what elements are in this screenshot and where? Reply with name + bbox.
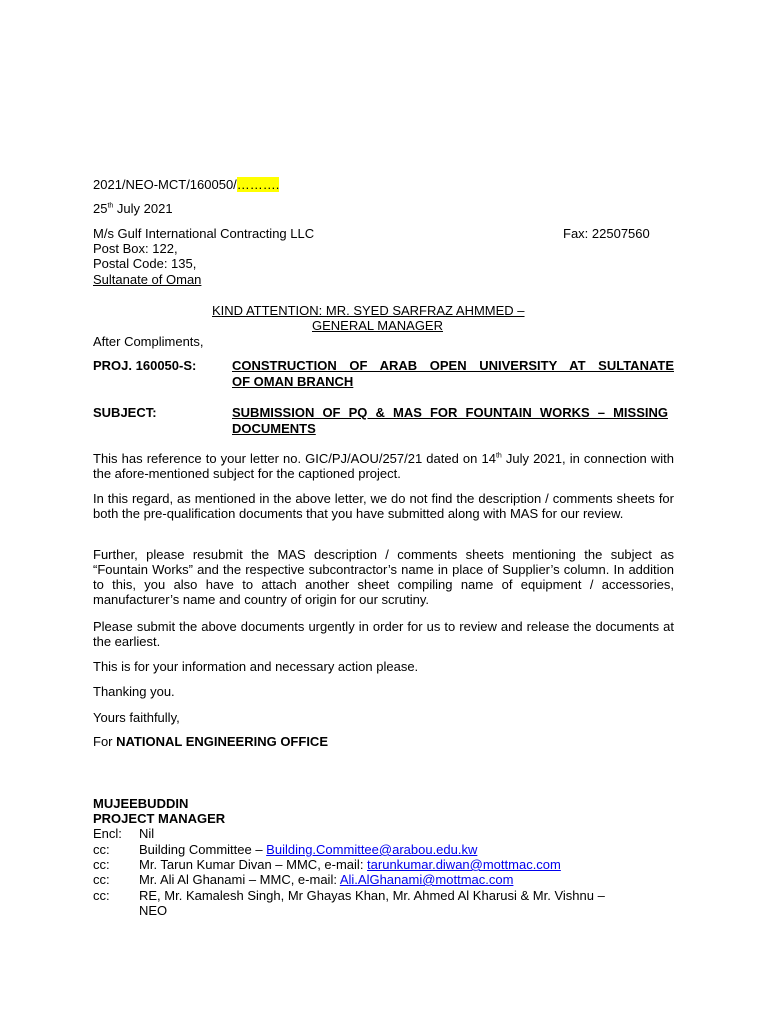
signatory-title: PROJECT MANAGER (93, 811, 226, 826)
cc-recipient-name: RE, Mr. Kamalesh Singh, Mr Ghayas Khan, Mr. Ahmed Al Kharusi & Mr. Vishnu – NEO (139, 888, 605, 918)
date-day: 25 (93, 201, 108, 216)
reference-number (93, 177, 279, 192)
body-paragraph-1 (93, 451, 674, 481)
subject-label: SUBJECT: (93, 405, 157, 420)
email-link[interactable]: tarunkumar.diwan@mottmac.com (367, 857, 561, 872)
cc-recipient (139, 842, 674, 857)
paragraph-1-text-a: This has reference to your letter no. GIC/PJ/AOU/257/21 dated on 14 (93, 451, 496, 466)
signatory-name: MUJEEBUDDIN (93, 796, 189, 811)
closing-thanks: Thanking you. (93, 684, 175, 699)
attention-line-1: KIND ATTENTION: MR. SYED SARFRAZ AHMMED – (212, 303, 525, 318)
addressee-company: M/s Gulf International Contracting LLC (93, 226, 315, 241)
cc-recipient-name: Mr. Ali Al Ghanami – MMC, e-mail: (139, 872, 340, 887)
organization-prefix: For (93, 734, 117, 749)
paragraph-1-text-b: July 2021, in connection with the afore-mentioned subject for the captioned project. (93, 451, 674, 481)
body-paragraph-4: Please submit the above documents urgently in order for us to review and release the documents at the earliest. (93, 619, 674, 649)
email-link[interactable]: Building.Committee@arabou.edu.kw (266, 842, 478, 857)
closing-organization (93, 734, 328, 749)
addressee-post-box: Post Box: 122, (93, 241, 178, 256)
date-suffix: th (107, 202, 114, 210)
paragraph-1-suffix: th (495, 452, 502, 460)
cc-recipient-name: Building Committee – (139, 842, 267, 857)
addressee-postal-code: Postal Code: 135, (93, 256, 197, 271)
subject-line-2: DOCUMENTS (232, 421, 316, 436)
email-link[interactable]: Ali.AlGhanami@mottmac.com (339, 872, 514, 887)
body-paragraph-3: Further, please resubmit the MAS description / comments sheets mentioning the subject as “Fountain Works” and the respective subcontractor’s name in place of Supplier’s column. In addition to this, you also have to attach another sheet compiling name of equipment / accessories, manufacturer’s name and country of origin for our scrutiny. (93, 547, 674, 607)
cc-label: cc: (93, 857, 110, 872)
letter-date (93, 201, 173, 216)
date-rest: July 2021 (113, 201, 173, 216)
addressee-fax: Fax: 22507560 (563, 226, 650, 241)
project-title-line-2: OF OMAN BRANCH (232, 374, 354, 389)
reference-text: 2021/NEO-MCT/160050/ (93, 177, 237, 192)
cc-recipient (139, 872, 674, 887)
body-paragraph-2: In this regard, as mentioned in the above letter, we do not find the description / comments sheets for both the pre-qualification documents that you have submitted along with MAS for our review. (93, 491, 674, 521)
cc-label: cc: (93, 888, 110, 903)
greeting: After Compliments, (93, 334, 204, 349)
cc-label: cc: (93, 872, 110, 887)
enclosure-value: Nil (139, 826, 155, 841)
cc-recipient (139, 857, 674, 872)
project-title-line-1: CONSTRUCTION OF ARAB OPEN UNIVERSITY AT SULTANATE (232, 358, 674, 373)
enclosure-label: Encl: (93, 826, 122, 841)
body-paragraph-5: This is for your information and necessary action please. (93, 659, 419, 674)
organization-name: NATIONAL ENGINEERING OFFICE (116, 734, 328, 749)
cc-recipient-name: Mr. Tarun Kumar Divan – MMC, e-mail: (139, 857, 368, 872)
reference-highlight: ………. (236, 177, 280, 192)
closing-faithfully: Yours faithfully, (93, 710, 180, 725)
attention-line-2: GENERAL MANAGER (312, 318, 443, 333)
project-label: PROJ. 160050-S: (93, 358, 197, 373)
addressee-country: Sultanate of Oman (93, 272, 202, 287)
cc-label: cc: (93, 842, 110, 857)
subject-line-1: SUBMISSION OF PQ & MAS FOR FOUNTAIN WORKS – MISSING (232, 405, 668, 420)
